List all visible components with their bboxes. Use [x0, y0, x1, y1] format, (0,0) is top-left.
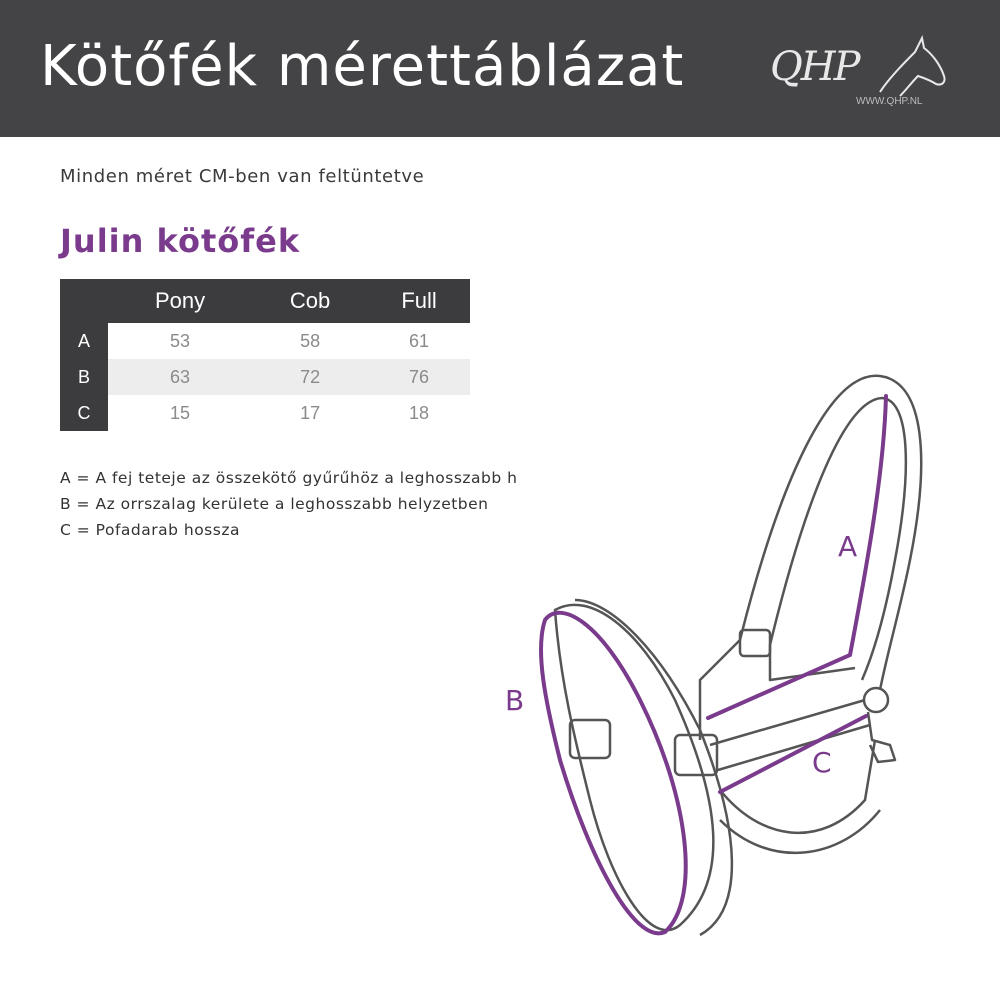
logo-text: QHP: [770, 44, 859, 90]
qhp-logo: [760, 32, 960, 112]
measure-line-a: [708, 396, 886, 718]
measure-line-b: [541, 613, 686, 934]
table-cell: 61: [409, 330, 430, 351]
horse-head-icon: [860, 32, 950, 102]
measurement-legend: [60, 465, 518, 543]
table-row: [60, 359, 470, 395]
product-name: Julin kötőfék: [60, 222, 301, 260]
table-cell: 18: [409, 402, 430, 423]
column-header-pony: Pony: [108, 279, 252, 323]
logo-url: WWW.QHP.NL: [856, 96, 923, 107]
table-cell: 72: [252, 359, 368, 395]
diagram-label-c: C: [812, 746, 832, 779]
measure-line-c: [720, 716, 866, 792]
size-table: [60, 279, 470, 431]
diagram-label-a: A: [838, 530, 858, 563]
table-cell: 53: [170, 330, 191, 351]
table-row: [60, 323, 470, 359]
table-cell: 17: [300, 402, 321, 423]
size-table-header-row: [60, 279, 470, 323]
table-cell: 76: [368, 359, 470, 395]
column-header-full: Full: [368, 279, 470, 323]
table-corner-cell: [60, 279, 108, 323]
page-title: Kötőfék mérettáblázat: [40, 34, 685, 99]
legend-item-c: C = Pofadarab hossza: [60, 521, 240, 539]
row-label-c: C: [60, 395, 108, 431]
row-label-b: B: [60, 359, 108, 395]
diagram-label-b: B: [505, 684, 525, 717]
legend-item-a: A = A fej teteje az összekötő gyűrűhöz a leghosszabb h: [60, 469, 518, 487]
row-label-a: A: [60, 323, 108, 359]
table-cell: 63: [108, 359, 252, 395]
table-row: [60, 395, 470, 431]
legend-item-b: B = Az orrszalag kerülete a leghosszabb helyzetben: [60, 495, 489, 513]
halter-outline: [555, 376, 921, 935]
table-cell: 58: [300, 330, 321, 351]
halter-diagram: [500, 360, 980, 960]
unit-note: Minden méret CM-ben van feltüntetve: [60, 166, 425, 187]
column-header-cob: Cob: [252, 279, 368, 323]
table-cell: 15: [170, 402, 191, 423]
header-banner: [0, 0, 1000, 137]
